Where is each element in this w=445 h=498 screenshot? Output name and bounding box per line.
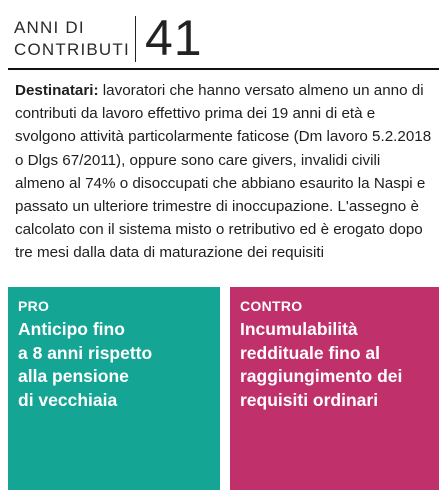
- pro-line: di vecchiaia: [18, 389, 118, 410]
- pro-tag: PRO: [18, 298, 50, 314]
- pro-contro-boxes: [8, 287, 439, 490]
- pro-line: a 8 anni rispetto: [18, 342, 153, 363]
- header-label-line2: CONTRIBUTI: [14, 40, 130, 59]
- contro-line: raggiungimento dei: [240, 366, 403, 386]
- body-lead: Destinatari:: [15, 82, 99, 99]
- body-text: lavoratori che hanno versato almeno un anno di contributi da lavoro effettivo prima dei 19 anni di età e svolgono attività particolarmente faticose (Dm lavoro 5.2.2018 o Dlgs 67/2011), oppure sono care givers, invalidi civili almeno al 74% o disoccupati che abbiano esaurito la Naspi e passato un ulteriore trimestre di inoccupazione. L'assegno è calcolato con il sistema misto o retributivo ed è erogato dopo tre mesi dalla data di maturazione dei requisiti: [15, 82, 432, 262]
- header-label-line1: ANNI DI: [14, 18, 85, 37]
- header-label: [14, 17, 130, 61]
- contro-box: [230, 287, 439, 490]
- pro-line: alla pensione: [18, 366, 129, 386]
- body-paragraph: [15, 79, 433, 265]
- header-number: 41: [145, 10, 203, 66]
- header: [0, 0, 445, 70]
- contro-tag: CONTRO: [240, 298, 303, 314]
- contro-line: requisiti ordinari: [240, 389, 379, 410]
- contro-line: Incumulabilità: [240, 319, 358, 339]
- contro-line: reddituale fino al: [240, 342, 381, 363]
- header-rule: [8, 68, 439, 70]
- header-divider: [135, 16, 136, 62]
- pro-line: Anticipo fino: [18, 319, 125, 339]
- pro-box: [8, 287, 220, 490]
